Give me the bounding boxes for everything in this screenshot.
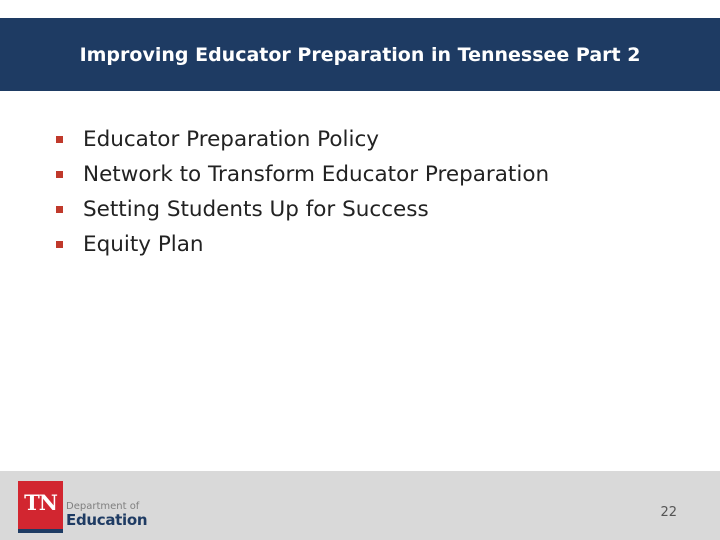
bullet-item — [56, 192, 549, 227]
bullet-item — [56, 157, 549, 192]
bullet-list — [56, 122, 549, 262]
tn-logo-text: TN — [24, 490, 57, 515]
page-number: 22 — [660, 505, 677, 520]
footer-bar — [0, 471, 720, 540]
square-bullet-icon — [56, 206, 63, 213]
bullet-text: Setting Students Up for Success — [83, 197, 429, 222]
bullet-text: Network to Transform Educator Preparation — [83, 162, 550, 187]
logo-education: Education — [66, 511, 148, 529]
title-bar — [0, 18, 720, 91]
square-bullet-icon — [56, 241, 63, 248]
slide-title: Improving Educator Preparation in Tennessee Part 2 — [79, 43, 641, 66]
tn-logo-mark — [18, 481, 63, 529]
logo-department-of: Department of — [66, 501, 140, 512]
bullet-text: Educator Preparation Policy — [83, 127, 379, 152]
square-bullet-icon — [56, 171, 63, 178]
bullet-item — [56, 122, 549, 157]
bullet-item — [56, 227, 549, 262]
logo-underline — [18, 529, 63, 533]
bullet-text: Equity Plan — [83, 232, 204, 257]
square-bullet-icon — [56, 136, 63, 143]
tn-department-of-education-logo — [18, 481, 158, 533]
